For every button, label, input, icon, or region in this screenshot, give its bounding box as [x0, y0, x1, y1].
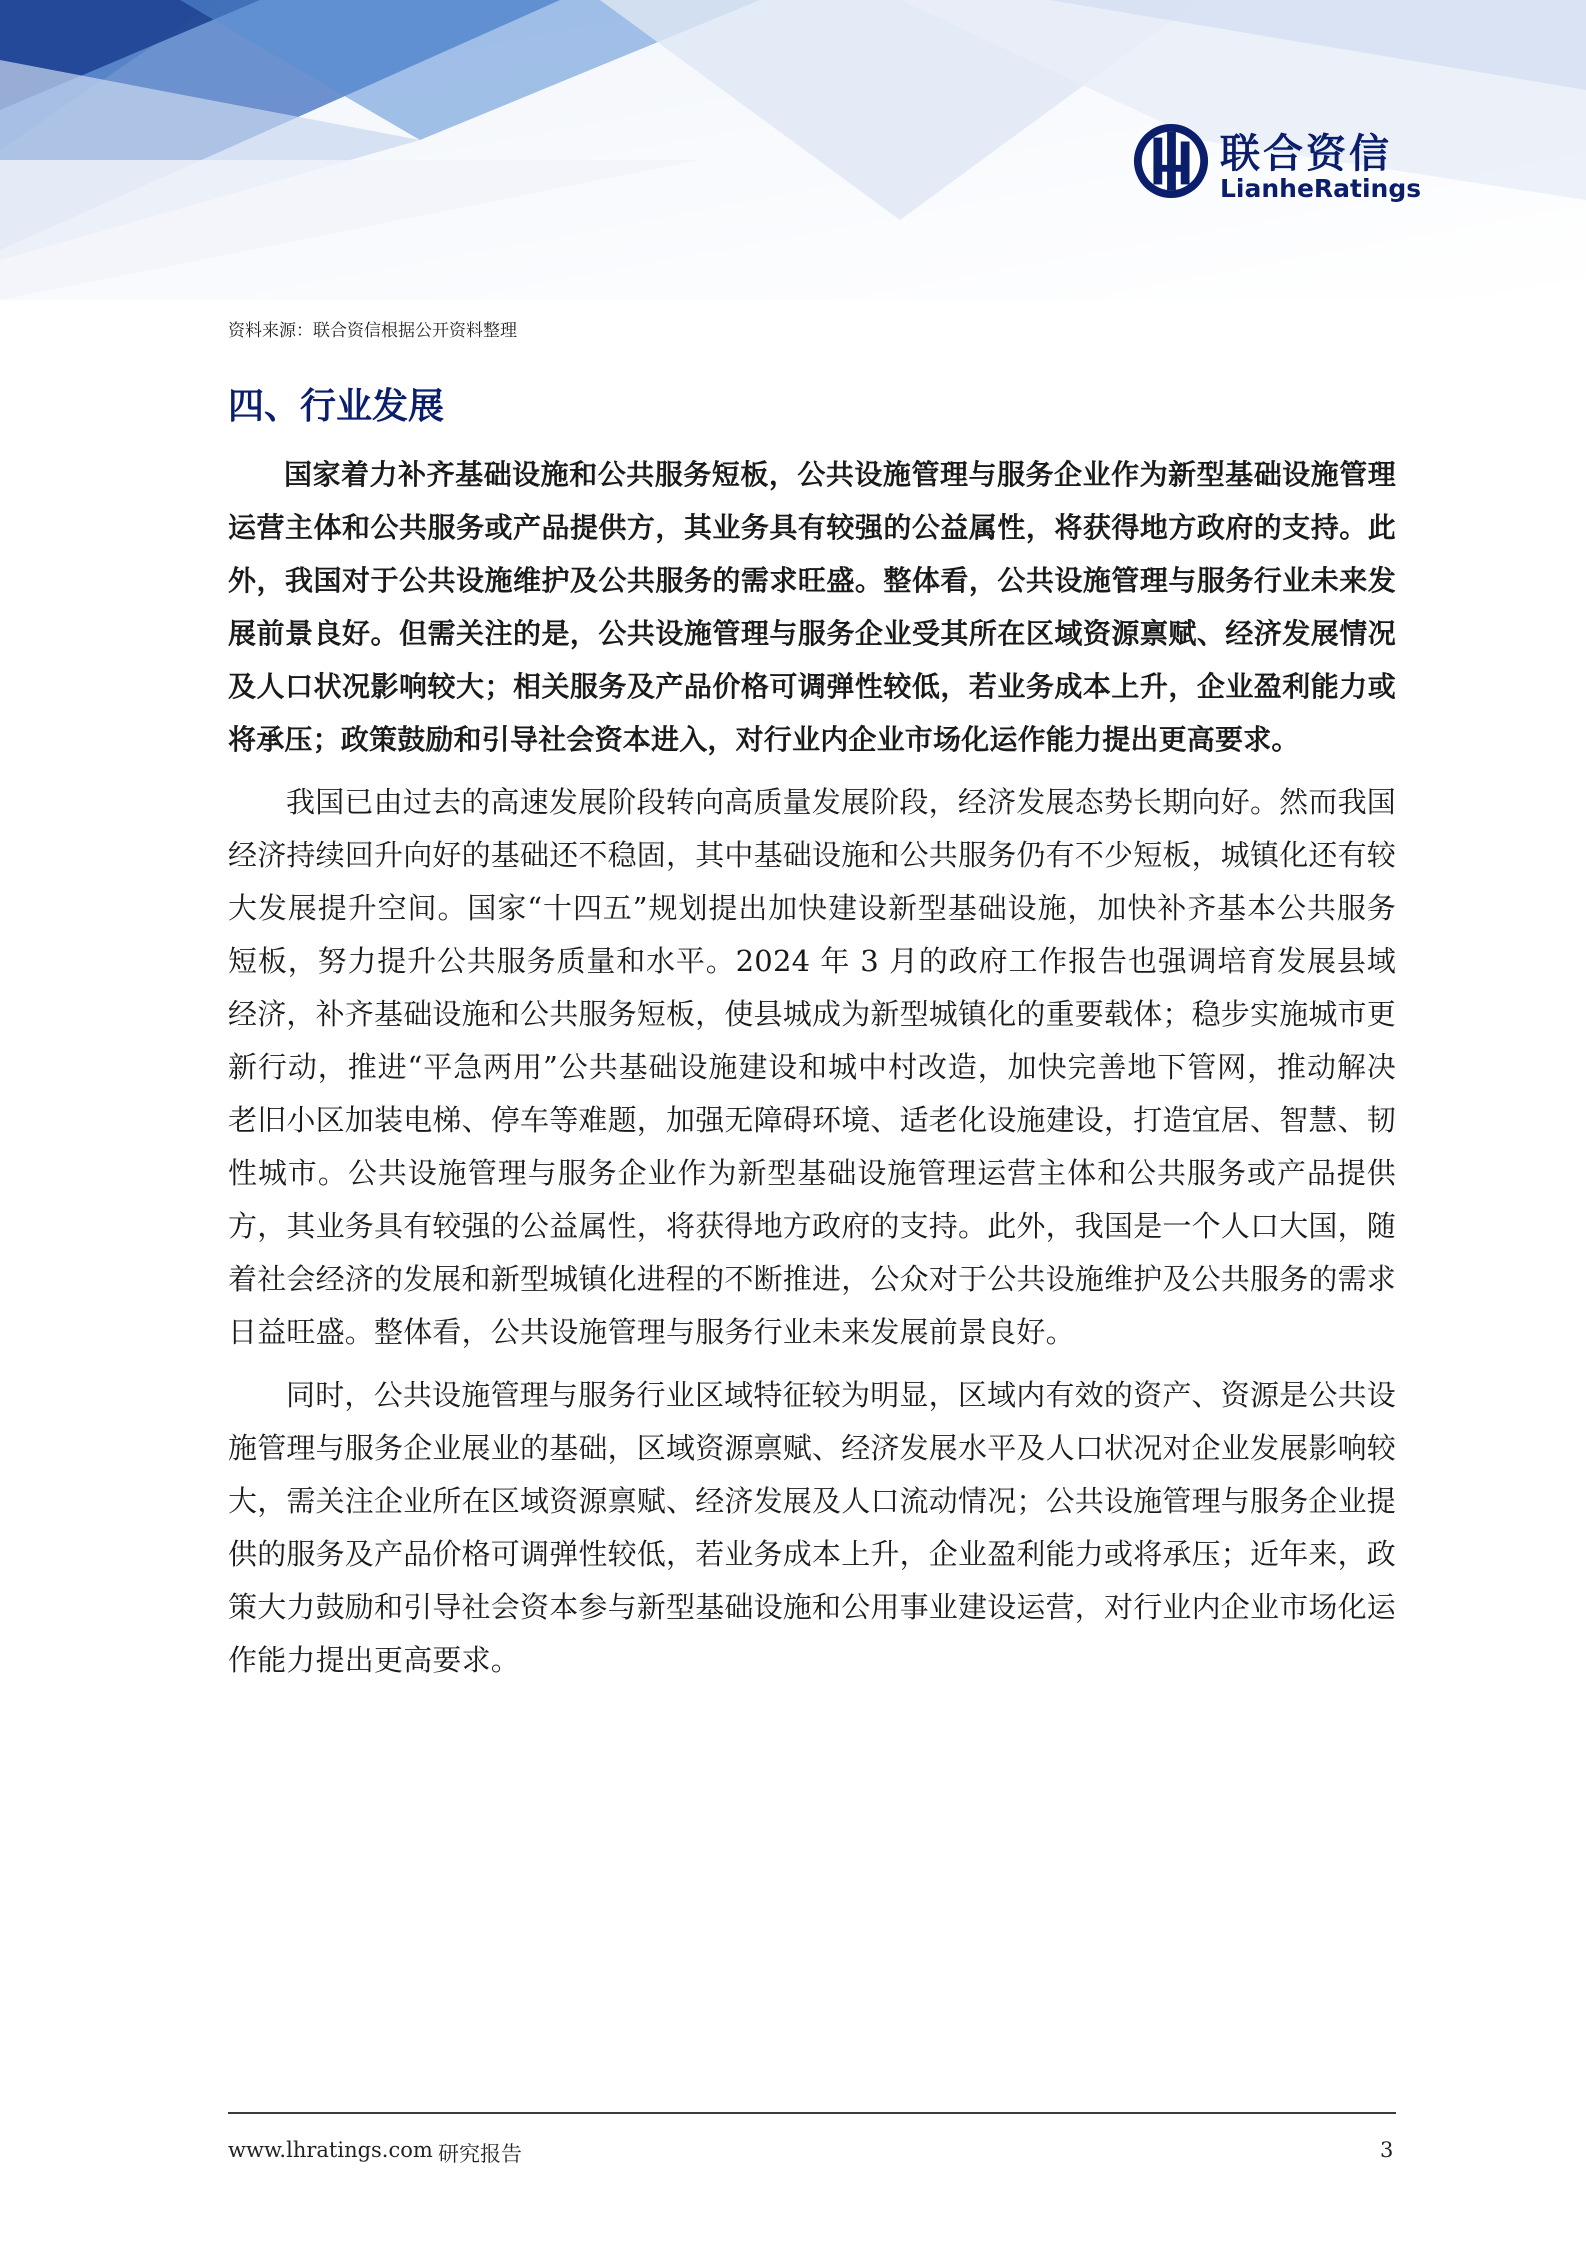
footer-website-link[interactable]: www.lhratings.com	[228, 2138, 433, 2162]
logo-chinese-name: 联合资信	[1220, 131, 1392, 177]
lianhe-logo-icon	[1132, 122, 1210, 200]
section-title: 四、行业发展	[228, 386, 445, 427]
body-paragraph: 同时，公共设施管理与服务行业区域特征较为明显，区域内有效的资产、资源是公共设施管理与服务企业展业的基础，区域资源禀赋、经济发展水平及人口状况对企业发展影响较大，需关注企业所在区域资源禀赋、经济发展及人口流动情况；公共设施管理与服务企业提供的服务及产品价格可调弹性较低，若业务成本上升，企业盈利能力或将承压；近年来，政策大力鼓励和引导社会资本参与新型基础设施和公用事业建设运营，对行业内企业市场化运作能力提出更高要求。	[228, 1378, 1397, 1677]
section-body	[228, 448, 1396, 1697]
source-note: 资料来源：联合资信根据公开资料整理	[228, 321, 517, 341]
summary-paragraph: 国家着力补齐基础设施和公共服务短板，公共设施管理与服务企业作为新型基础设施管理运营主体和公共服务或产品提供方，其业务具有较强的公益属性，将获得地方政府的支持。此外，我国对于公共设施维护及公共服务的需求旺盛。整体看，公共设施管理与服务行业未来发展前景良好。但需关注的是，公共设施管理与服务企业受其所在区域资源禀赋、经济发展情况及人口状况影响较大；相关服务及产品价格可调弹性较低，若业务成本上升，企业盈利能力或将承压；政策鼓励和引导社会资本进入，对行业内企业市场化运作能力提出更高要求。	[228, 458, 1396, 756]
footer-divider	[228, 2112, 1396, 2114]
body-paragraph: 我国已由过去的高速发展阶段转向高质量发展阶段，经济发展态势长期向好。然而我国经济持续回升向好的基础还不稳固，其中基础设施和公共服务仍有不少短板，城镇化还有较大发展提升空间。国家“十四五”规划提出加快建设新型基础设施，加快补齐基本公共服务短板，努力提升公共服务质量和水平。2024 年 3 月的政府工作报告也强调培育发展县域经济，补齐基础设施和公共服务短板，使县城成为新型城镇化的重要载体；稳步实施城市更新行动，推进“平急两用”公共基础设施建设和城中村改造，加快完善地下管网，推动解决老旧小区加装电梯、停车等难题，加强无障碍环境、适老化设施建设，打造宜居、智慧、韧性城市。公共设施管理与服务企业作为新型基础设施管理运营主体和公共服务或产品提供方，其业务具有较强的公益属性，将获得地方政府的支持。此外，我国是一个人口大国，随着社会经济的发展和新型城镇化进程的不断推进，公众对于公共设施维护及公共服务的需求日益旺盛。整体看，公共设施管理与服务行业未来发展前景良好。	[228, 785, 1397, 1349]
footer-document-type: 研究报告	[438, 2142, 522, 2166]
company-logo[interactable]	[1132, 118, 1422, 208]
page-number: 3	[1380, 2138, 1394, 2162]
logo-english-name: LianheRatings	[1220, 174, 1422, 203]
